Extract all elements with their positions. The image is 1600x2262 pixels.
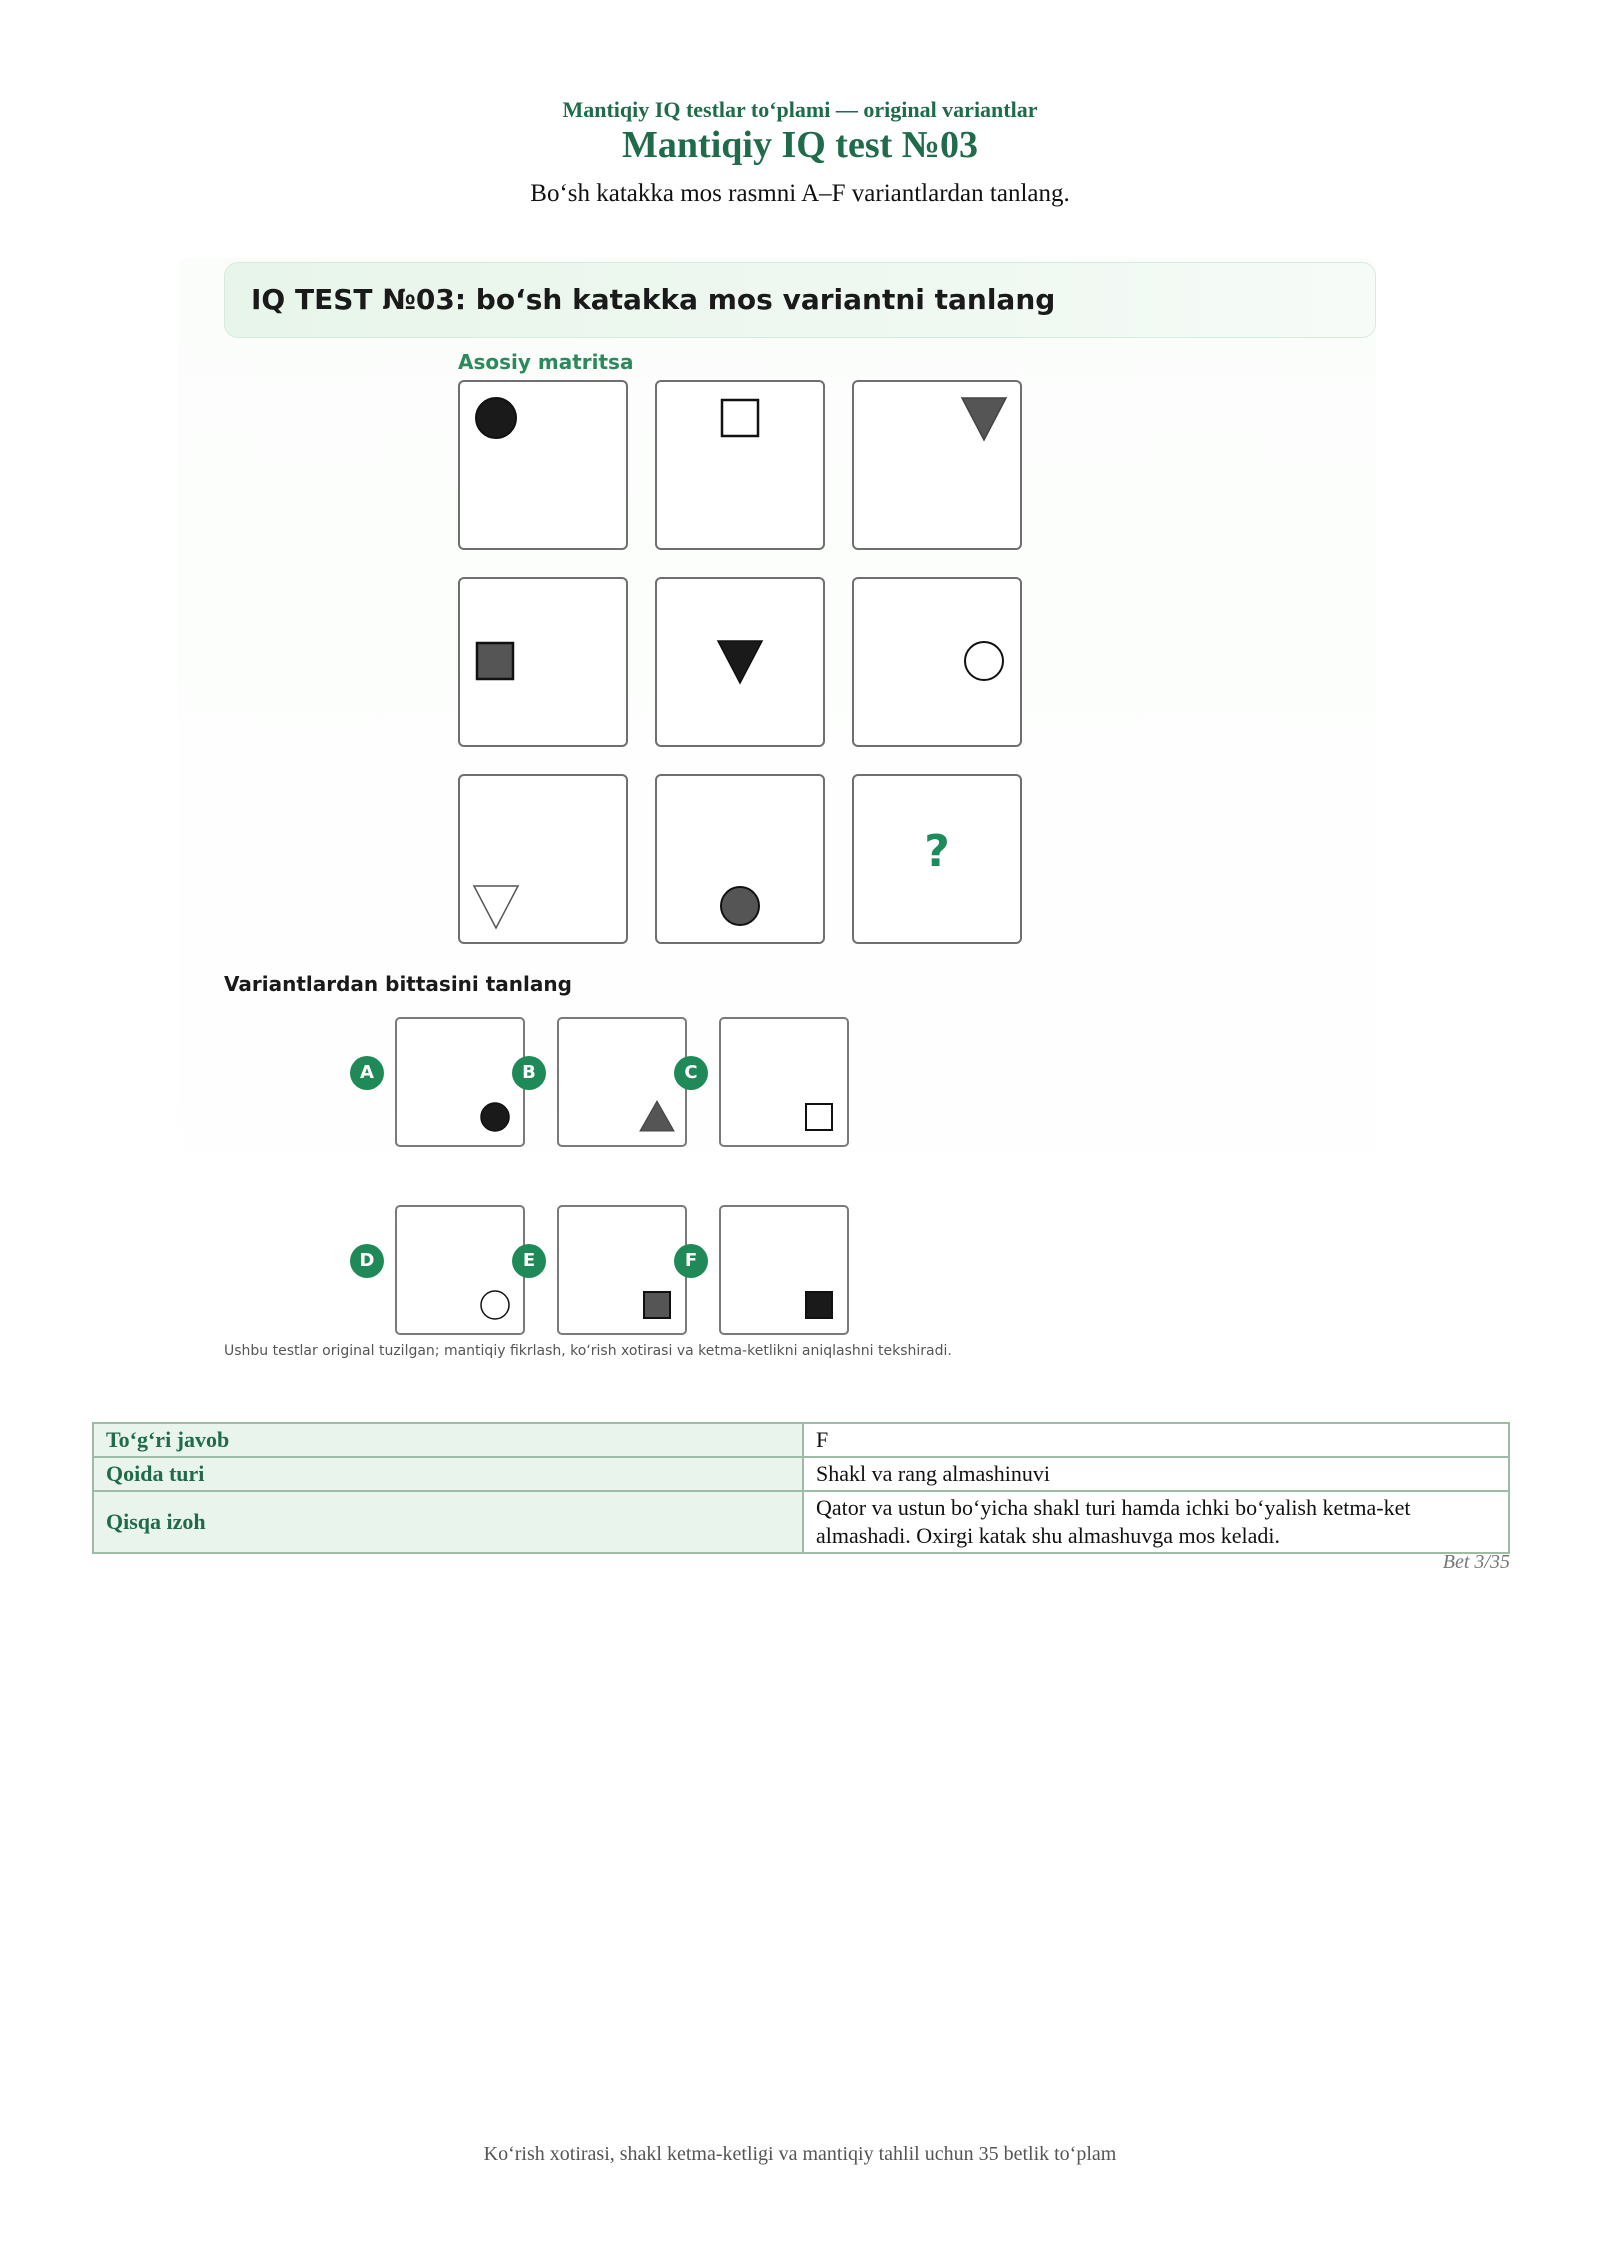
option-f[interactable] bbox=[719, 1205, 849, 1335]
option-e[interactable] bbox=[557, 1205, 687, 1335]
test-banner bbox=[224, 262, 1376, 338]
gray-triangle-down-shape bbox=[854, 382, 1020, 548]
option-badge-b[interactable]: B bbox=[512, 1056, 546, 1090]
table-row bbox=[93, 1491, 1509, 1553]
black-triangle-down-shape bbox=[657, 579, 823, 745]
matrix-cell-6 bbox=[852, 577, 1022, 747]
filled-circle-shape bbox=[397, 1019, 523, 1145]
option-badge-e[interactable]: E bbox=[512, 1244, 546, 1278]
option-d[interactable] bbox=[395, 1205, 525, 1335]
explanation-value: Qator va ustun bo‘yicha shakl turi hamda ichki bo‘yalish ketma-ket almashadi. Oxirgi katak shu almashuvga mos keladi. bbox=[803, 1491, 1509, 1553]
matrix-cell-2 bbox=[655, 380, 825, 550]
page-number: Bet 3/35 bbox=[1442, 1551, 1510, 1573]
test-note: Ushbu testlar original tuzilgan; mantiqiy fikrlash, ko‘rish xotirasi va ketma-ketlikni aniqlashni tekshiradi. bbox=[224, 1343, 952, 1359]
table-row bbox=[93, 1457, 1509, 1491]
gray-triangle-up-shape bbox=[559, 1019, 685, 1145]
answer-key-value: F bbox=[803, 1423, 1509, 1457]
answer-table bbox=[92, 1422, 1510, 1554]
matrix-cell-8 bbox=[655, 774, 825, 944]
option-b[interactable] bbox=[557, 1017, 687, 1147]
table-row bbox=[93, 1423, 1509, 1457]
outline-circle-shape bbox=[397, 1207, 523, 1333]
collection-kicker: Mantiqiy IQ testlar to‘plami — original variantlar bbox=[562, 97, 1038, 122]
matrix-cell-4 bbox=[458, 577, 628, 747]
explanation-label: Qisqa izoh bbox=[93, 1491, 803, 1553]
option-badge-a[interactable]: A bbox=[350, 1056, 384, 1090]
filled-circle-shape bbox=[460, 382, 626, 548]
instruction-text: Bo‘sh katakka mos rasmni A–F variantlardan tanlang. bbox=[530, 180, 1070, 207]
option-badge-f[interactable]: F bbox=[674, 1244, 708, 1278]
gray-square-shape bbox=[559, 1207, 685, 1333]
matrix-cell-1 bbox=[458, 380, 628, 550]
matrix-label: Asosiy matritsa bbox=[458, 350, 634, 374]
outline-square-shape bbox=[721, 1019, 847, 1145]
black-square-shape bbox=[721, 1207, 847, 1333]
outline-square-shape bbox=[657, 382, 823, 548]
page-footer: Ko‘rish xotirasi, shakl ketma-ketligi va mantiqiy tahlil uchun 35 betlik to‘plam bbox=[483, 2143, 1117, 2165]
matrix-cell-7 bbox=[458, 774, 628, 944]
rule-type-value: Shakl va rang almashinuvi bbox=[803, 1457, 1509, 1491]
gray-circle-shape bbox=[657, 776, 823, 942]
gray-square-shape bbox=[460, 579, 626, 745]
banner-title: IQ TEST №03: bo‘sh katakka mos variantni tanlang bbox=[251, 283, 1056, 316]
outline-triangle-down-shape bbox=[460, 776, 626, 942]
rule-type-label: Qoida turi bbox=[93, 1457, 803, 1491]
option-a[interactable] bbox=[395, 1017, 525, 1147]
option-badge-d[interactable]: D bbox=[350, 1244, 384, 1278]
option-c[interactable] bbox=[719, 1017, 849, 1147]
page-title: Mantiqiy IQ test №03 bbox=[622, 124, 978, 166]
matrix-cell-missing[interactable] bbox=[852, 774, 1022, 944]
question-mark: ? bbox=[924, 826, 950, 877]
matrix-cell-5 bbox=[655, 577, 825, 747]
answer-key-label: To‘g‘ri javob bbox=[93, 1423, 803, 1457]
matrix-cell-3 bbox=[852, 380, 1022, 550]
options-label: Variantlardan bittasini tanlang bbox=[224, 972, 572, 996]
outline-circle-shape bbox=[854, 579, 1020, 745]
option-badge-c[interactable]: C bbox=[674, 1056, 708, 1090]
